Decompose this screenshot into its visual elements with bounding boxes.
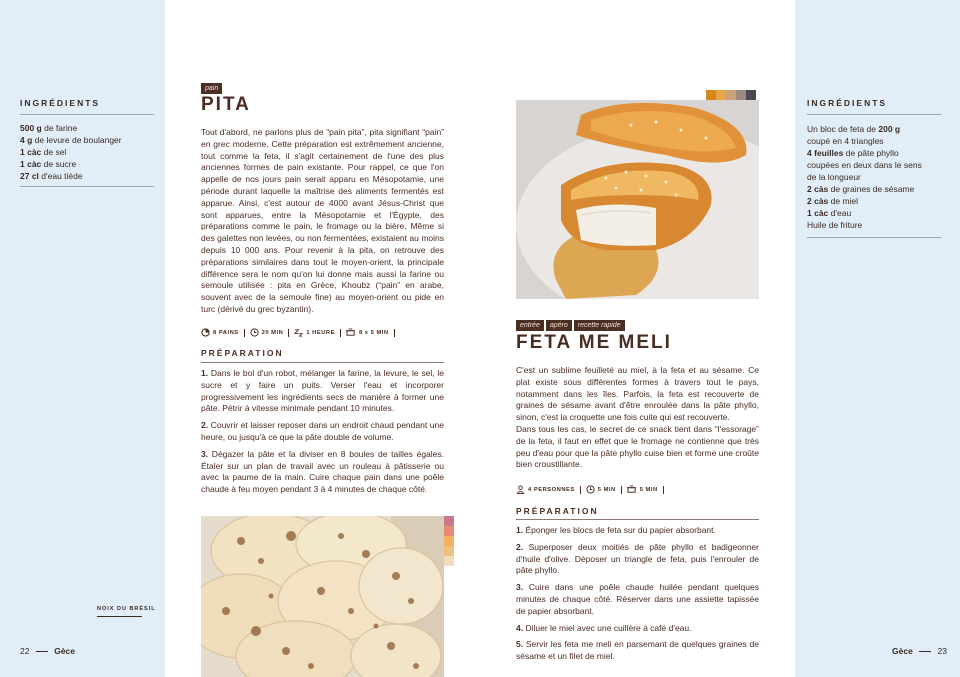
right-page-number: 23: [937, 646, 948, 656]
ingredient-qty: 1 càc: [20, 159, 42, 169]
ingredient-qty: 1 càc: [20, 147, 42, 157]
step-number: 1.: [201, 368, 209, 378]
meta-item: [627, 485, 658, 494]
meta-text: 1 HEURE: [306, 329, 335, 336]
pita-photo: [201, 516, 444, 677]
intro-paragraph: C'est un sublime feuilleté au miel, à la feta et au sésame. Ce plat existe sous différentes formes à travers tout le pays, notamment dans les îles. Parfois, la feta est recouverte de graines de sésame avant d'être enroulée dans la pâte phyllo, sinon, c'est la croquette une fois cuite qui est recouverte.: [516, 365, 759, 423]
color-swatch: [444, 516, 454, 526]
prep-step: [516, 525, 759, 537]
step-text: Diluer le miel avec une cuillère à café d'eau.: [523, 622, 692, 633]
ingredient-item: [807, 219, 957, 231]
left-chapter-name: Gèce: [54, 646, 76, 656]
ingredient-text: d'eau: [828, 208, 852, 218]
ingredient-item: [20, 158, 160, 170]
right-ingredients-rule: [807, 114, 941, 115]
ingredient-item: [807, 135, 957, 147]
clock-icon: [586, 485, 595, 494]
ingredient-item: [20, 170, 160, 182]
meta-separator: [340, 329, 341, 337]
ingredient-text: d'eau tiède: [38, 171, 83, 181]
step-number: 3.: [201, 448, 209, 459]
ingredient-text: de graines de sésame: [828, 184, 915, 194]
ingredient-item: [807, 159, 957, 171]
meta-separator: [621, 486, 622, 494]
feta-color-swatches: [706, 90, 756, 100]
color-swatch: [444, 536, 454, 546]
ingredient-text: de levure de boulanger: [32, 135, 122, 145]
meta-item: [294, 328, 335, 337]
color-swatch: [706, 90, 716, 100]
meta-text: 4 PERSONNES: [528, 486, 575, 493]
feta-photo: [516, 100, 759, 299]
left-ingredients-end-rule: [20, 186, 154, 187]
meta-text: 8 x 5 MIN: [358, 329, 389, 336]
rest-icon: [294, 328, 303, 337]
right-page-footer: [892, 646, 947, 656]
meta-item: [516, 485, 575, 494]
feta-intro: [516, 365, 759, 471]
ingredient-text: Un bloc de feta de: [807, 124, 879, 134]
intro-paragraph: Dans tous les cas, le secret de ce snack tient dans “l'essorage” de la feta, il faut en effet que le fromage ne contienne que très peu d'eau pour que la pâte phyllo cuise bien et forme une croûte bien croustillante.: [516, 423, 759, 470]
ingredient-item: [807, 123, 957, 135]
prep-step: [516, 582, 759, 617]
pita-prep-title: PRÉPARATION: [201, 348, 284, 358]
pita-title: PITA: [201, 94, 251, 115]
feta-prep-title: PRÉPARATION: [516, 506, 599, 516]
left-page-footer: [20, 646, 75, 656]
left-ingredients-list: [20, 122, 160, 182]
step-number: 2.: [201, 420, 209, 431]
meta-text: 20 MIN: [261, 329, 284, 336]
step-number: 5.: [516, 639, 524, 650]
ingredient-qty: 4 g: [20, 135, 33, 145]
prep-step: [516, 639, 759, 663]
cook-icon: [627, 485, 637, 494]
step-number: 3.: [516, 582, 524, 593]
ingredient-item: [807, 207, 957, 219]
meta-separator: [580, 486, 581, 494]
ingredient-text: de sel: [41, 147, 67, 157]
color-swatch: [716, 90, 726, 100]
footer-dash: [919, 651, 931, 652]
ingredient-qty: 4 feuilles: [807, 148, 844, 158]
right-chapter-name: Gèce: [892, 646, 913, 656]
feta-tags: [516, 314, 627, 332]
step-text: Dégazer la pâte et la diviser en 8 boules de tailles égales. Étaler sur un plan de travail avec un rouleau à pâtisserie ou avec la paume de la main. Cuire chaque pain dans une poêle chaude à feu moyen pendant 3 à 4 minutes de chaque côté.: [201, 448, 444, 495]
ingredient-item: [807, 195, 957, 207]
right-sidebar: [795, 0, 960, 677]
ingredient-item: [807, 183, 957, 195]
color-swatch: [736, 90, 746, 100]
color-swatch: [726, 90, 736, 100]
ingredient-item: [20, 146, 160, 158]
footer-dash: [36, 651, 48, 652]
right-ingredients-end-rule: [807, 237, 941, 238]
sidebar-note-rule: [97, 616, 142, 617]
pita-intro: Tout d'abord, ne parlons plus de “pain pita”, pita signifiant “pain” en grec moderne. Cette préparation est extrêmement ancienne, tout comme la feta, il s'agit certainement de l'une des plus anciennes formes de pain existante. Pour rappel, ce que l'on appelle de nos jours pain serait apparu en Mésopotamie, une période durant laquelle la maîtrise des aliments fermentés est apparue. Ainsi, c'est autour de 4000 avant Jésus-Christ que sont apparues, entre la Mésopotamie et l'Égypte, des préparations comme le pain, le fromage ou la bière. Même si des galettes non levées, ou non fermentées, existaient au moins depuis 10 000 ans. Pour revenir à la pita, on retrouve des préparations similaires dans tout le moyen-orient, la principale différence sera le nom qu'on lui donne mais aussi la farine ou semoule utilisée : pita en Grèce, Khoubz (“pain” en arabe, souvent avec de la semoule fine) au moyen-orient ou pide en turc (dérivé du grec byzantin).: [201, 127, 444, 314]
meta-item: [586, 485, 616, 494]
color-swatch: [746, 90, 756, 100]
step-number: 4.: [516, 622, 524, 633]
ingredient-item: [20, 122, 160, 134]
step-text: Servir les feta me meli en parsemant de quelques graines de sésame et un filet de miel.: [516, 639, 759, 662]
pita-color-swatches: [444, 516, 454, 566]
tag-pain: pain: [201, 83, 222, 94]
meta-item: [250, 328, 284, 337]
pita-tags: [201, 77, 224, 95]
left-page-number: 22: [20, 646, 30, 656]
ingredient-qty: 1 càc: [807, 208, 829, 218]
ingredient-qty: 500 g: [20, 123, 42, 133]
feta-meta-bar: [516, 485, 669, 494]
pita-meta-bar: [201, 328, 400, 337]
feta-prep-rule: [516, 519, 759, 520]
prep-step: [516, 623, 759, 635]
meta-text: 5 MIN: [597, 486, 616, 493]
ingredient-text: de pâte phyllo: [843, 148, 899, 158]
ingredient-text: de sucre: [41, 159, 77, 169]
feta-title: FETA ME MELI: [516, 332, 672, 353]
portion-icon: [201, 328, 210, 337]
ingredient-qty: 27 cl: [20, 171, 39, 181]
ingredient-text: coupé en 4 triangles: [807, 136, 884, 146]
ingredient-qty: 200 g: [878, 124, 901, 134]
left-ingredients-title: INGRÉDIENTS: [20, 98, 101, 108]
right-ingredients-title: INGRÉDIENTS: [807, 98, 888, 108]
meta-separator: [288, 329, 289, 337]
ingredient-item: [807, 147, 957, 159]
meta-separator: [244, 329, 245, 337]
recipe-tag: recette rapide: [574, 320, 625, 331]
left-sidebar: [0, 0, 165, 677]
prep-step: [201, 449, 444, 496]
ingredient-text: coupées en deux dans le sens: [807, 160, 922, 170]
recipe-tag: entrée: [516, 320, 544, 331]
prep-step: [516, 542, 759, 577]
prep-step: [201, 420, 444, 444]
pita-steps: [201, 368, 444, 501]
ingredient-item: [20, 134, 160, 146]
ingredient-item: [807, 171, 957, 183]
step-number: 1.: [516, 525, 524, 535]
ingredient-qty: 2 càs: [807, 196, 829, 206]
meta-item: [201, 328, 239, 337]
ingredient-text: de la longueur: [807, 172, 861, 182]
step-number: 2.: [516, 541, 524, 552]
pita-prep-rule: [201, 362, 444, 363]
ingredient-text: de farine: [41, 123, 78, 133]
left-ingredients-rule: [20, 114, 154, 115]
recipe-tag: apéro: [546, 320, 572, 331]
prep-step: [201, 368, 444, 415]
meta-separator: [663, 486, 664, 494]
people-icon: [516, 485, 525, 494]
meta-text: 8 PAINS: [213, 329, 239, 336]
step-text: Superposer deux moitiés de pâte phyllo et badigeonner d'huile d'olive. Déposer un triangle de feta, puis l'enrouler de pâte phyllo.: [516, 541, 759, 576]
step-text: Cuire dans une poêle chaude huilée pendant quelques minutes de chaque côté. Réserver dans une assiette tapissée de papier absorbant.: [516, 582, 759, 616]
meta-item: [346, 328, 389, 337]
color-swatch: [444, 556, 454, 566]
cook-icon: [346, 328, 356, 337]
ingredient-qty: 2 càs: [807, 184, 829, 194]
ingredient-text: de miel: [828, 196, 859, 206]
step-text: Couvrir et laisser reposer dans un endroit chaud pendant une heure, ou jusqu'à ce que la pâte double de volume.: [201, 420, 444, 442]
color-swatch: [444, 526, 454, 536]
ingredient-text: Huile de friture: [807, 220, 863, 230]
feta-steps: [516, 525, 759, 668]
meta-text: 5 MIN: [639, 486, 658, 493]
clock-icon: [250, 328, 259, 337]
right-ingredients-list: [807, 123, 957, 231]
step-text: Dans le bol d'un robot, mélanger la farine, la levure, le sel, le sucre et y faire un puits. Verser l'eau et incorporer progressivement les ingrédients secs de manière à former une pâte. Pétrir à vitesse minimale pendant 10 minutes.: [201, 368, 444, 414]
step-text: Éponger les blocs de feta sur du papier absorbant.: [523, 525, 716, 535]
sidebar-note: NOIX DU BRÉSIL: [97, 606, 156, 612]
color-swatch: [444, 546, 454, 556]
meta-separator: [394, 329, 395, 337]
